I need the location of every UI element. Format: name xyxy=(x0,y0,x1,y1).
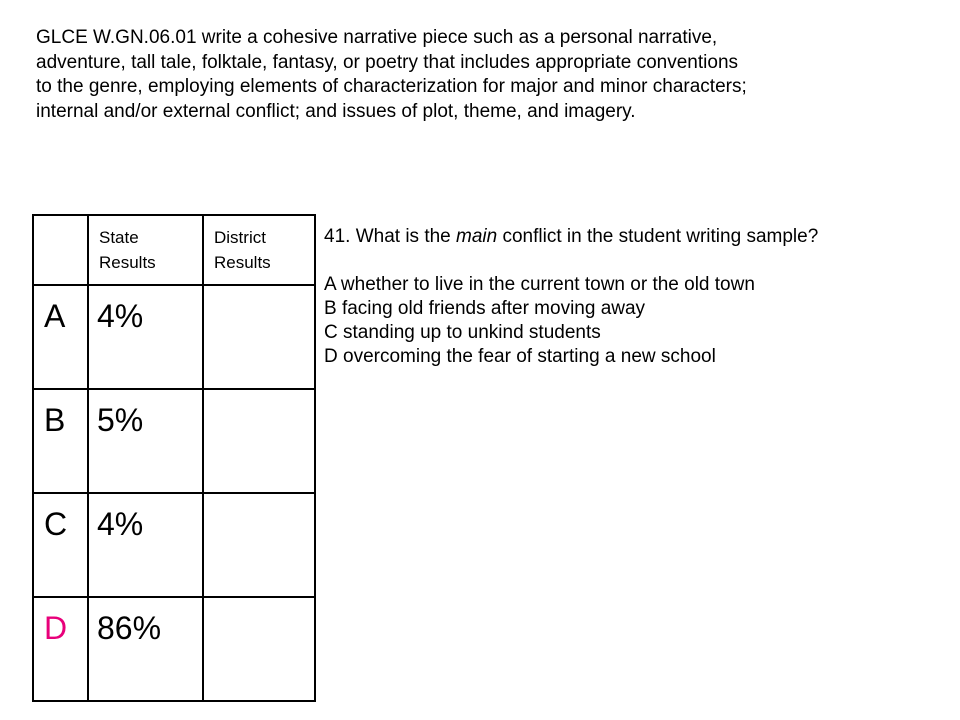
answer-letter: A xyxy=(44,298,66,334)
table-row xyxy=(33,285,315,389)
answer-option: C standing up to unkind students xyxy=(324,322,601,343)
table-row xyxy=(33,389,315,493)
district-result xyxy=(204,390,314,402)
standard-line: GLCE W.GN.06.01 write a cohesive narrative piece such as a personal narrative, xyxy=(36,27,718,48)
question-prefix: 41. What is the xyxy=(324,226,457,247)
header-district-results xyxy=(203,215,315,285)
district-result xyxy=(204,286,314,298)
results-table xyxy=(32,214,316,702)
state-result: 86% xyxy=(97,610,162,646)
table-row xyxy=(33,597,315,701)
answer-option: A whether to live in the current town or the old town xyxy=(324,274,755,295)
question-suffix: conflict in the student writing sample? xyxy=(497,226,819,247)
state-result: 4% xyxy=(97,506,144,542)
answer-letter: C xyxy=(44,506,68,542)
answer-letter: B xyxy=(44,402,66,438)
standard-line: internal and/or external conflict; and issues of plot, theme, and imagery. xyxy=(36,100,636,122)
answer-option: B facing old friends after moving away xyxy=(324,298,646,319)
answer-letter: D xyxy=(44,610,68,646)
header-district-line: Results xyxy=(214,253,271,272)
header-state-line: Results xyxy=(99,253,156,272)
header-district-line: District xyxy=(214,228,266,247)
header-state-line: State xyxy=(99,228,139,247)
table-header-row xyxy=(33,215,315,285)
district-result xyxy=(204,598,314,610)
state-result: 5% xyxy=(97,402,144,438)
standard-description xyxy=(36,26,936,124)
header-empty-cell xyxy=(33,215,88,285)
question-emphasis: main xyxy=(456,226,498,247)
question-stem xyxy=(324,225,818,249)
standard-line: adventure, tall tale, folktale, fantasy, or poetry that includes appropriate conventions xyxy=(36,51,739,73)
district-result xyxy=(204,494,314,506)
answer-option: D overcoming the fear of starting a new school xyxy=(324,346,716,367)
table-row xyxy=(33,493,315,597)
question-block xyxy=(324,225,818,369)
state-result: 4% xyxy=(97,298,144,334)
header-state-results xyxy=(88,215,203,285)
standard-line: to the genre, employing elements of characterization for major and minor characters; xyxy=(36,76,747,97)
